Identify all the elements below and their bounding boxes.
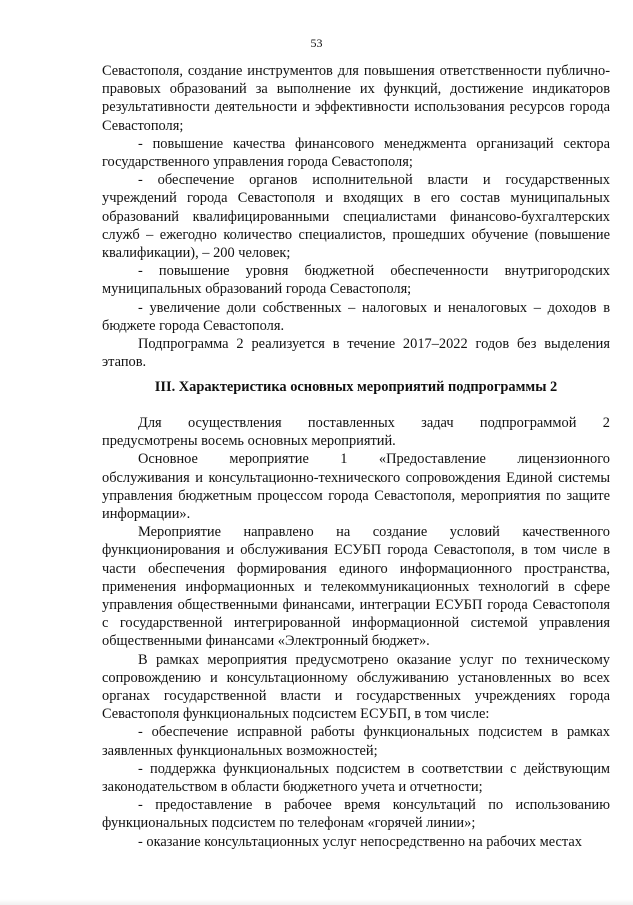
- word: «Предоставление: [378, 451, 486, 468]
- word: задач: [421, 415, 454, 431]
- list-item: - увеличение доли собственных – налоговых и неналоговых – доходов в бюджете города Севастополя.: [102, 299, 610, 334]
- measure-title-line-1: [102, 450, 610, 468]
- paragraph-services: В рамках мероприятия предусмотрено оказание услуг по техническому сопровождению и консультационному обслуживанию установленных во всех органах государственной власти и государственных учреждениях города Севастополя функциональных подсистем ЕСУБП, в том числе:: [102, 651, 610, 723]
- word: подпрограммой: [479, 415, 577, 431]
- paragraph-continuation: Севастополя, создание инструментов для повышения ответственности публично-правовых образований за выполнение их функций, достижение индикаторов результативности деятельности и эффективности использования ресурсов города Севастополя;: [102, 63, 610, 134]
- list-item: - повышение уровня бюджетной обеспеченности внутригородских муниципальных образований города Севастополя;: [102, 263, 610, 298]
- section-heading: III. Характеристика основных мероприятий подпрограммы 2: [154, 379, 558, 395]
- list-item: - предоставление в рабочее время консультаций по использованию функциональных подсистем по телефонам «горячей линии»;: [102, 797, 610, 832]
- scan-edge-shadow: [0, 899, 633, 905]
- word: Основное: [138, 451, 198, 468]
- text-block-goals: [102, 62, 610, 371]
- word: мероприятие: [229, 451, 309, 468]
- paragraph-timeline: Подпрограмма 2 реализуется в течение 2017–2022 годов без выделения этапов.: [102, 336, 610, 371]
- measure-title-rest: обслуживания и консультационно-технического сопровождения Единой системы управления бюджетным процессом города Севастополя, мероприятия по защите информации».: [102, 469, 610, 523]
- paragraph-purpose: Мероприятие направлено на создание условий качественного функционирования и обслуживания ЕСУБП города Севастополя, в том числе в части обеспечения формирования единого информационного пространства, применения информационных и телекоммуникационных технологий в сфере управления общественными финансами, интеграции ЕСУБП города Севастополя с государственной интегрированной информационной системой управления общественными финансами «Электронный бюджет».: [102, 524, 610, 650]
- word: лицензионного: [517, 451, 610, 468]
- list-item: - повышение качества финансового менеджмента организаций сектора государственного управления города Севастополя;: [102, 135, 610, 171]
- list-item: - обеспечение органов исполнительной власти и государственных учреждений города Севастополя и входящих в его состав муниципальных образований квалифицированными специалистами финансово-бухгалтерских служб – ежегодно количество специалистов, прошедших обучение (повышение квалификации), – 200 человек;: [102, 172, 610, 262]
- intro-line-1: [102, 414, 610, 432]
- list-item: - обеспечение исправной работы функциональных подсистем в рамках заявленных функциональных возможностей;: [102, 724, 610, 759]
- word: 2: [602, 415, 610, 431]
- list-item: - поддержка функциональных подсистем в соответствии с действующим законодательством в области бюджетного учета и отчетности;: [102, 760, 610, 796]
- intro-line-2: предусмотрены восемь основных мероприятий.: [102, 433, 396, 450]
- word: осуществления: [187, 415, 282, 431]
- list-item: - оказание консультационных услуг непосредственно на рабочих местах: [138, 833, 582, 850]
- text-block-measures: [102, 414, 610, 851]
- word: 1: [340, 451, 348, 468]
- page-number: 53: [310, 36, 323, 50]
- word: поставленных: [307, 415, 395, 431]
- word: Для: [138, 415, 162, 431]
